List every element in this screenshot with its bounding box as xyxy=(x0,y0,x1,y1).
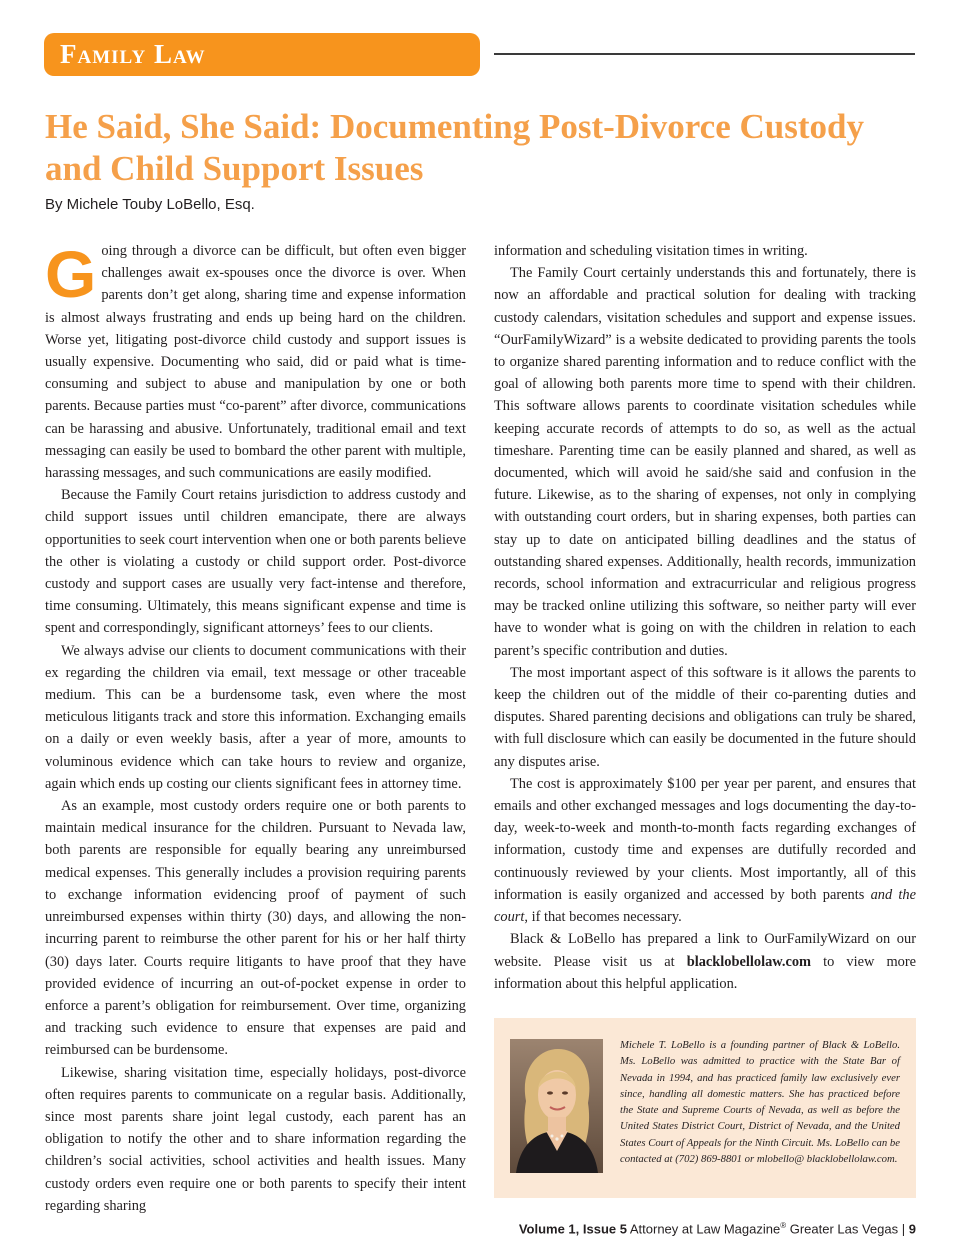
footer-separator: | xyxy=(901,1221,906,1237)
paragraph: The Family Court certainly understands this and fortunately, there is now an affordable and practical solution for dealing with tracking custody calendars, visitation schedules and support and expense issues. “OurFamilyWizard” is a website dedicated to providing parents the tools to organize shared parenting information and to reduce conflict with the goal of allowing both parents more time to spend with their children. This software allows parents to coordinate visitation schedules while keeping accurate records of attempts to do so, as well as the actual timeshare. Parenting time can be easily planned and shared, as well as documented, which will avoid he said/she said and confusion in the future. Likewise, as to the sharing of expenses, not only in complying with outstanding court orders, but in sharing expenses, both parties can stay up to date on anticipated billing deadlines and the status of outstanding shared expenses. Additionally, health records, immunization records, school information and extracurricular and religious progress may be tracked online utilizing this software, so neither party will ever have to wonder what is going on with the children in relation to each parent’s specific contribution and duties. xyxy=(494,265,916,659)
paragraph-text: oing through a divorce can be difficult, but often even bigger challenges await ex-spouses once the divorce is over. When parents don’t get along, sharing time and expense information is almost always frustrating and ends up being hard on the children. Worse yet, litigating post-divorce child custody and support issues is usually expensive. Documenting who said, did or paid what is time-consuming and subject to abuse and manipulation by one or both parents. Because parties must “co-parent” after divorce, communications can be harassing and abusive. Unfortunately, traditional email and text messaging can easily be used to bombard the other parent with multiple, harassing messages, and such communications are easily modified. xyxy=(45,243,466,482)
issue-label: Volume 1, Issue 5 xyxy=(518,1221,627,1237)
article-headline: He Said, She Said: Documenting Post-Divorce Custody and Child Support Issues xyxy=(45,107,864,188)
section-title: Family Law xyxy=(60,39,206,69)
paragraph: information and scheduling visitation times in writing. xyxy=(494,243,808,259)
paragraph-text: , if that becomes necessary. xyxy=(524,909,682,926)
paragraph: As an example, most custody orders require one or both parents to maintain medical insurance for the children. Pursuant to Nevada law, both parents are responsible for equally bearing any unreimbursed medical expenses. This generally includes a provision requiring parents to exchange information evidencing proof of payment of such unreimbursed expenses within thirty (30) days, and allowing the non-incurring parent to reimburse the other parent for his or her half thirty (30) days later. Courts require litigants to have proof that they have provided evidence of incurring an out-of-pocket expense in order to enforce a parent’s obligation for reimbursement. Over time, organizing and tracking such evidence to ensure that expenses are paid and reimbursed can be burdensome. xyxy=(45,798,466,1059)
paragraph: The most important aspect of this software is it allows the parents to keep the children out of the middle of their co-parenting duties and disputes. Shared parenting decisions and obligations can truly be shared, with full disclosure which can easily be documented in the future should any disputes arise. xyxy=(494,664,916,770)
emphasis-text: and the court xyxy=(494,886,916,926)
section-banner xyxy=(44,33,480,76)
author-photo xyxy=(510,1039,603,1173)
article-byline: By Michele Touby LoBello, Esq. xyxy=(45,196,255,213)
right-column xyxy=(494,240,916,995)
header-rule xyxy=(494,53,915,55)
paragraph: We always advise our clients to document communications with their ex regarding the children via email, text message or other traceable medium. This can be a burdensome task, even where the most meticulous litigants track and store this information. Exchanging emails on a daily or even weekly basis, after a year of more, amounts to voluminous evidence which can take hours to review and organize, again which ends up costing our clients significant fees in attorney time. xyxy=(45,642,466,792)
author-portrait-image xyxy=(510,1039,603,1173)
magazine-name: Attorney at Law Magazine xyxy=(629,1221,781,1237)
paragraph-text: Black & LoBello has prepared a link to OurFamilyWizard on our website. Please visit us at xyxy=(494,931,916,970)
region-name: Greater Las Vegas xyxy=(789,1221,899,1237)
author-bio-text: Michele T. LoBello is a founding partner of Black & LoBello. Ms. LoBello was admitted to practice with the State Bar of Nevada in 1994, and has practiced family law exclusively ever since, handling all domestic matters. She has practiced before the State and Supreme Courts of Nevada, as well as before the United States District Court, District of Nevada, and the United States Court of Appeals for the Ninth Circuit. Ms. LoBello can be contacted at (702) 869-8801 or mlobello@ blacklobellolaw.com. xyxy=(620,1039,900,1166)
paragraph-text: The cost is approximately $100 per year per parent, and ensures that emails and other exchanged messages and logs documenting the day-to-day, week-to-week and month-to-month facts regarding exchanges of information, custody time and expenses are dutifully recorded and continuously reviewed by your clients. Most importantly, all of this information is easily organized and accessed by both parents xyxy=(494,775,916,903)
website-link[interactable]: blacklobellolaw.com xyxy=(686,953,812,970)
paragraph: Likewise, sharing visitation time, especially holidays, post-divorce often requires parents to communicate on a regular basis. Additionally, since most parents share joint legal custody, each parent has an obligation to notify the other and to share information regarding the children’s social activities, school activities and health issues. Many custody orders even require one or both parents to specify their intent regarding sharing xyxy=(45,1064,466,1214)
paragraph xyxy=(494,928,916,995)
drop-cap: G xyxy=(45,237,97,311)
paragraph: Because the Family Court retains jurisdiction to address custody and child support issues until children emancipate, there are always opportunities to seek court intervention when one or both parents believe the other is violating a custody or child support order. Post-divorce custody and support cases are usually very fact-intense and therefore, time consuming. Ultimately, this means significant expense and time is spent and correspondingly, significant attorneys’ fees to our clients. xyxy=(45,487,466,637)
registered-mark: ® xyxy=(780,1221,787,1230)
paragraph-text: to view more information about this helpful application. xyxy=(494,953,917,992)
page-number: 9 xyxy=(908,1221,916,1237)
paragraph xyxy=(45,237,466,484)
left-column xyxy=(45,237,466,1217)
paragraph xyxy=(494,773,916,928)
author-bio-box xyxy=(494,1018,916,1198)
page-footer xyxy=(519,1221,916,1236)
